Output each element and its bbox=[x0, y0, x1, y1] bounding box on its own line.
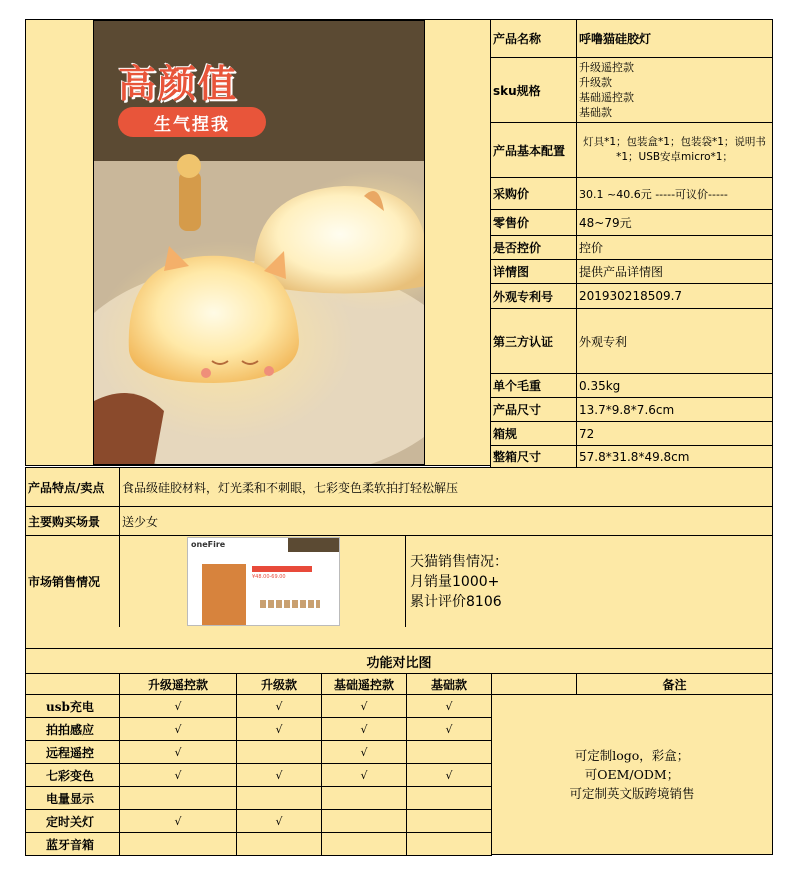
compare-check-mark: √ bbox=[119, 809, 237, 833]
product-photo bbox=[93, 20, 425, 465]
photo-tagline: 生气捏我 bbox=[118, 107, 266, 137]
features-value: 食品级硅胶材料，灯光柔和不刺眼，七彩变色柔软拍打轻松解压 bbox=[119, 467, 773, 507]
market-label: 市场销售情况 bbox=[25, 535, 120, 628]
photo-headline: 高颜值 bbox=[118, 62, 239, 106]
cert-value: 外观专利 bbox=[576, 308, 773, 374]
name-label: 产品名称 bbox=[490, 19, 577, 58]
market-thumbnail bbox=[187, 537, 340, 626]
purchase-label: 采购价 bbox=[490, 177, 577, 210]
compare-check-mark: √ bbox=[406, 694, 492, 718]
compare-feature-label: 七彩变色 bbox=[25, 763, 120, 787]
compare-notes bbox=[491, 694, 773, 855]
compare-col-header: 基础款 bbox=[406, 673, 492, 695]
note-line: 可定制英文版跨境销售 bbox=[569, 786, 695, 801]
compare-check-mark: √ bbox=[321, 694, 407, 718]
thumb-photo bbox=[202, 564, 246, 626]
thumb-swatches bbox=[260, 600, 320, 608]
compare-check-mark bbox=[119, 786, 237, 810]
market-sales bbox=[405, 535, 773, 628]
compare-check-mark: √ bbox=[236, 717, 322, 741]
compare-check-mark bbox=[406, 832, 492, 856]
sku-item: 升级遥控款 bbox=[579, 61, 634, 74]
boxsize-label: 整箱尺寸 bbox=[490, 445, 577, 468]
thumb-price: ¥48.00-69.00 bbox=[252, 574, 286, 580]
thumb-brand: oneFire bbox=[191, 540, 226, 549]
sku-label: sku规格 bbox=[490, 57, 577, 123]
config-label: 产品基本配置 bbox=[490, 122, 577, 178]
compare-check-mark bbox=[406, 740, 492, 764]
compare-feature-label: 拍拍感应 bbox=[25, 717, 120, 741]
config-value: 灯具*1；包装盒*1；包装袋*1；说明书*1；USB安卓micro*1； bbox=[576, 122, 773, 178]
compare-check-mark bbox=[321, 832, 407, 856]
compare-check-mark: √ bbox=[321, 740, 407, 764]
compare-check-mark bbox=[236, 786, 322, 810]
compare-check-mark: √ bbox=[236, 763, 322, 787]
spacer-strip bbox=[25, 627, 773, 649]
compare-check-mark: √ bbox=[119, 763, 237, 787]
compare-feature-label: usb充电 bbox=[25, 694, 120, 718]
sku-item: 升级款 bbox=[579, 76, 612, 89]
thumb-price-bar bbox=[252, 566, 312, 572]
size-label: 产品尺寸 bbox=[490, 397, 577, 422]
compare-feature-label: 定时关灯 bbox=[25, 809, 120, 833]
compare-check-mark bbox=[321, 786, 407, 810]
compare-check-mark: √ bbox=[119, 717, 237, 741]
compare-check-mark: √ bbox=[119, 740, 237, 764]
compare-check-mark: √ bbox=[321, 717, 407, 741]
size-value: 13.7*9.8*7.6cm bbox=[576, 397, 773, 422]
features-label: 产品特点/卖点 bbox=[25, 467, 120, 507]
sku-item: 基础遥控款 bbox=[579, 91, 634, 104]
compare-col-header: 升级款 bbox=[236, 673, 322, 695]
compare-check-mark bbox=[406, 786, 492, 810]
retail-label: 零售价 bbox=[490, 209, 577, 236]
boxsize-value: 57.8*31.8*49.8cm bbox=[576, 445, 773, 468]
compare-col-header-notes: 备注 bbox=[576, 673, 773, 695]
cert-label: 第三方认证 bbox=[490, 308, 577, 374]
compare-check-mark: √ bbox=[236, 694, 322, 718]
compare-check-mark bbox=[236, 740, 322, 764]
patent-value: 201930218509.7 bbox=[576, 283, 773, 309]
compare-check-mark bbox=[321, 809, 407, 833]
control-value: 控价 bbox=[576, 235, 773, 260]
retail-value: 48~79元 bbox=[576, 209, 773, 236]
detail-value: 提供产品详情图 bbox=[576, 259, 773, 284]
compare-check-mark: √ bbox=[236, 809, 322, 833]
name-value: 呼噜猫硅胶灯 bbox=[576, 19, 773, 58]
purchase-value: 30.1 ~40.6元 -----可议价----- bbox=[576, 177, 773, 210]
weight-value: 0.35kg bbox=[576, 373, 773, 398]
note-line: 可OEM/ODM； bbox=[584, 767, 680, 782]
control-label: 是否控价 bbox=[490, 235, 577, 260]
box-value: 72 bbox=[576, 421, 773, 446]
scene-value: 送少女 bbox=[119, 506, 773, 536]
compare-check-mark bbox=[406, 809, 492, 833]
sku-values bbox=[576, 57, 773, 123]
thumb-banner bbox=[288, 538, 340, 552]
compare-corner bbox=[25, 673, 120, 695]
compare-check-mark: √ bbox=[406, 717, 492, 741]
compare-check-mark bbox=[236, 832, 322, 856]
compare-feature-label: 电量显示 bbox=[25, 786, 120, 810]
compare-col-header bbox=[491, 673, 577, 695]
weight-label: 单个毛重 bbox=[490, 373, 577, 398]
market-line: 月销量1000+ bbox=[410, 574, 500, 590]
sku-item: 基础款 bbox=[579, 106, 612, 119]
compare-check-mark bbox=[119, 832, 237, 856]
market-line: 天猫销售情况： bbox=[410, 554, 508, 570]
compare-col-header: 升级遥控款 bbox=[119, 673, 237, 695]
market-line: 累计评价8106 bbox=[410, 594, 502, 610]
detail-label: 详情图 bbox=[490, 259, 577, 284]
compare-title: 功能对比图 bbox=[25, 648, 773, 674]
compare-check-mark: √ bbox=[321, 763, 407, 787]
compare-col-header: 基础遥控款 bbox=[321, 673, 407, 695]
note-line: 可定制logo，彩盒； bbox=[574, 748, 690, 763]
compare-check-mark: √ bbox=[406, 763, 492, 787]
compare-check-mark: √ bbox=[119, 694, 237, 718]
patent-label: 外观专利号 bbox=[490, 283, 577, 309]
compare-feature-label: 远程遥控 bbox=[25, 740, 120, 764]
box-label: 箱规 bbox=[490, 421, 577, 446]
compare-feature-label: 蓝牙音箱 bbox=[25, 832, 120, 856]
scene-label: 主要购买场景 bbox=[25, 506, 120, 536]
